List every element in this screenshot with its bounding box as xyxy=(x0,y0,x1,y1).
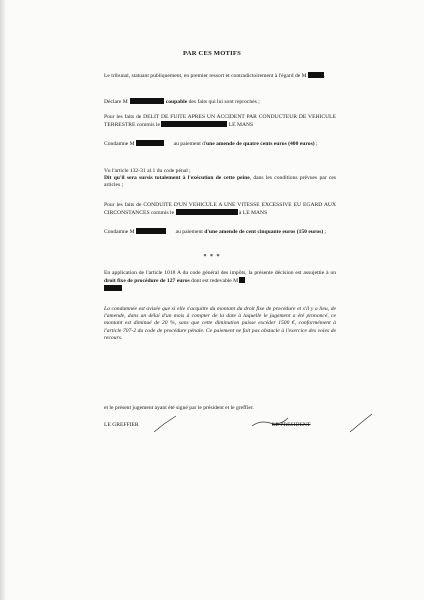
suspension-conditions: , dans les conditions prévues par ces articles ; xyxy=(104,175,336,189)
article-reference: Vu l'article 132-31 al.1 du code pénal ; xyxy=(104,168,191,174)
fixed-fee-text: En application de l'article 1018 A du code général des impôts, la présente décision est assujettie à un xyxy=(104,270,336,276)
suspension-text: Dit qu'il sera sursis totalement à l'exécution de cette peine xyxy=(104,175,250,182)
fixed-fee-amount: droit fixe de procédure de 127 euros xyxy=(104,278,190,285)
fine-150: d'une amende de cent cinquante euros (150 euros) xyxy=(204,229,324,235)
tribunal-text: Le tribunal, statuant publiquement, en premier ressort et contradictoirement à l'égard de M xyxy=(104,73,307,79)
redaction-block xyxy=(308,72,324,78)
sentence-1-prefix: Condamne M xyxy=(104,141,135,147)
sentence-1-end: ; xyxy=(316,141,318,147)
offense-1-place: LE MANS xyxy=(228,122,254,129)
signature-statement: et le présent jugement ayant été signé par le président et le greffier. xyxy=(104,405,254,411)
redaction-block xyxy=(130,98,164,104)
declare-prefix: Déclare M xyxy=(104,99,128,105)
sentence-2-middle: au paiement xyxy=(175,229,203,235)
paragraph-suspension xyxy=(104,168,336,190)
guilty-verdict: coupable xyxy=(165,99,188,105)
paragraph-fixed-fee xyxy=(104,270,336,294)
greffier-signature xyxy=(152,414,178,434)
president-signature xyxy=(348,412,374,434)
president-label: LE PRESIDENT xyxy=(272,422,311,428)
fixed-fee-suffix: dont est redevable M xyxy=(191,278,239,285)
offense-1-text: Pour les faits de DELIT DE FUITE APRES UN ACCIDENT PAR CONDUCTEUR DE VEHICULE TERRESTRE commis le xyxy=(104,114,336,129)
paragraph-offense-2 xyxy=(104,202,336,217)
paragraph-offense-1 xyxy=(104,114,336,129)
redaction-block xyxy=(104,285,122,291)
paragraph-tribunal: Le tribunal, statuant publiquement, en premier ressort et contradictoirement à l'égard de M . xyxy=(104,73,326,79)
paragraph-sentence-1 xyxy=(104,140,336,148)
redaction-block xyxy=(136,140,164,146)
redaction-block xyxy=(161,121,227,127)
scan-binding-shadow xyxy=(0,0,6,600)
declare-suffix: des faits qui lui sont reprochés ; xyxy=(188,99,260,105)
paragraph-payment-notice: La condamnée est avisée que si elle s'acquitte du montant du droit fixe de procédure et s'il y a lieu, de l'amende, dans un délai d'un mois à compter de la date à laquelle le jugement a été prononcé, ce montant est diminué de 20 %, sans que cette diminution puisse excéder 1500 €, conformément à l'article 707-2 du code de procédure pénale. Ce paiement ne fait pas obstacle à l'exercice des voies de recours. xyxy=(104,306,336,341)
document-title: PAR CES MOTIFS xyxy=(183,50,241,57)
section-separator: * * * xyxy=(203,254,221,260)
paragraph-sentence-2 xyxy=(104,228,336,236)
offense-2-text: Pour les faits de CONDUITE D'UN VEHICULE A UNE VITESSE EXCESSIVE EU EGARD AUX CIRCONSTANCES commis le xyxy=(104,202,336,217)
paragraph-declare xyxy=(104,98,336,106)
sentence-2-prefix: Condamne M xyxy=(104,229,135,235)
redaction-block xyxy=(136,228,166,234)
offense-2-place: à LE MANS xyxy=(238,210,268,217)
sentence-2-end: ; xyxy=(324,229,327,235)
sentence-1-middle: au paiement d' xyxy=(173,141,206,147)
greffier-label: LE GREFFIER xyxy=(104,422,139,428)
redaction-block xyxy=(239,277,245,283)
fine-400: une amende de quatre cents euros (400 euros) xyxy=(206,141,315,147)
president-signature-stroke xyxy=(250,414,290,430)
redaction-block xyxy=(176,209,238,215)
